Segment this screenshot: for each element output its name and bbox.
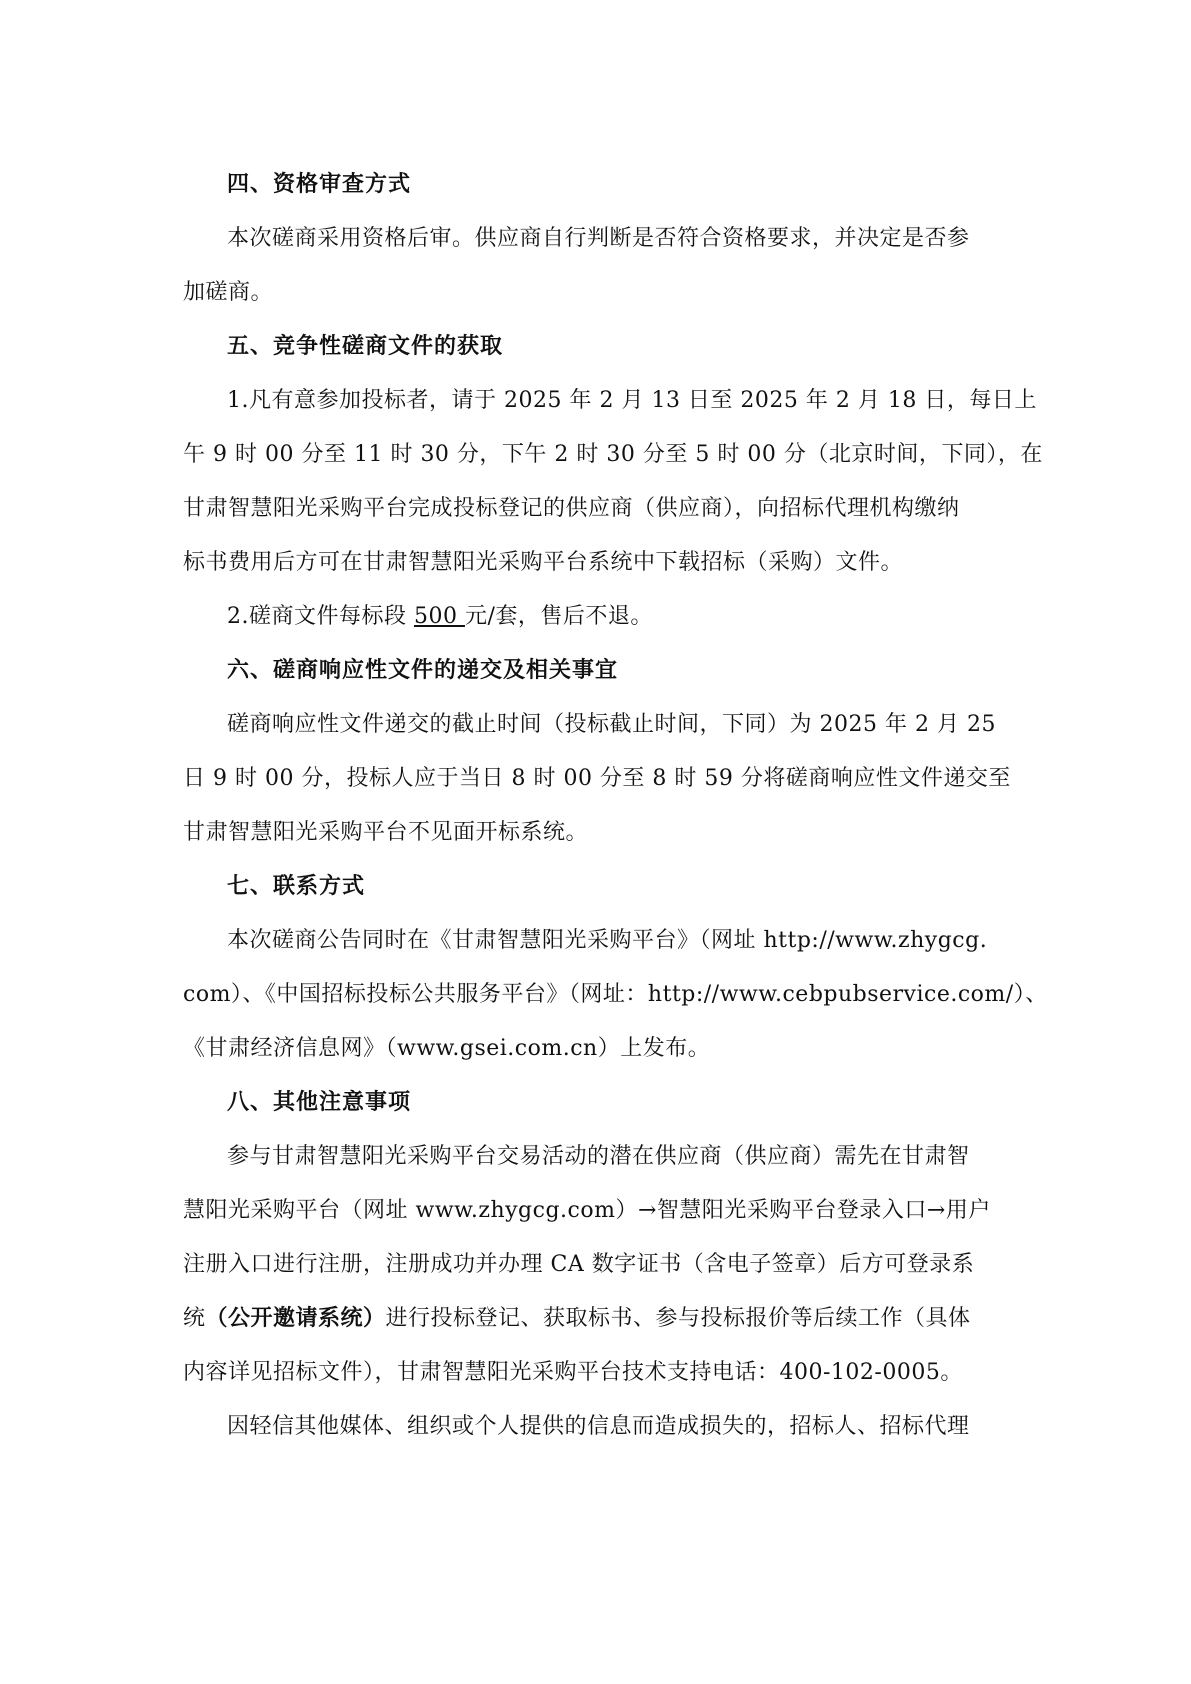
text-line: 甘肃智慧阳光采购平台不见面开标系统。	[183, 820, 589, 845]
text-line: 标书费用后方可在甘肃智慧阳光采购平台系统中下载招标（采购）文件。	[183, 550, 904, 575]
section-4-paragraph	[183, 212, 1013, 320]
text-line: 因轻信其他媒体、组织或个人提供的信息而造成损失的，招标人、招标代理	[227, 1414, 970, 1439]
text-line: 本次磋商采用资格后审。供应商自行判断是否符合资格要求，并决定是否参	[227, 226, 970, 251]
text-line: 《甘肃经济信息网》（www.gsei.com.cn）上发布。	[183, 1036, 711, 1061]
fee-label: 2.磋商文件每标段	[227, 604, 414, 629]
text-line: 午 9 时 00 分至 11 时 30 分，下午 2 时 30 分至 5 时 00 分（北京时间，下同），在	[183, 442, 1043, 467]
section-8-paragraph-1	[183, 1130, 1013, 1400]
fee-unit: 元/套，售后不退。	[464, 604, 653, 629]
section-8-paragraph-2	[183, 1400, 1013, 1454]
section-7-heading: 七、联系方式	[227, 874, 366, 899]
text-line: 注册入口进行注册，注册成功并办理 CA 数字证书（含电子签章）后方可登录系	[183, 1252, 975, 1277]
text-line: 本次磋商公告同时在《甘肃智慧阳光采购平台》（网址 http://www.zhygcg.	[227, 928, 988, 953]
text-fragment: 进行投标登记、获取标书、参与投标报价等后续工作（具体	[385, 1306, 971, 1331]
text-line: 1.凡有意参加投标者，请于 2025 年 2 月 13 日至 2025 年 2 月 18 日，每日上	[227, 388, 1037, 413]
text-line: 加磋商。	[183, 280, 274, 305]
system-name-bold: （公开邀请系统）	[205, 1306, 386, 1331]
section-6-heading: 六、磋商响应性文件的递交及相关事宜	[227, 658, 619, 683]
text-line: 磋商响应性文件递交的截止时间（投标截止时间，下同）为 2025 年 2 月 25	[227, 712, 996, 737]
document-body	[183, 158, 1048, 1454]
text-line: 内容详见招标文件），甘肃智慧阳光采购平台技术支持电话：400-102-0005。	[183, 1360, 963, 1385]
text-line: 参与甘肃智慧阳光采购平台交易活动的潜在供应商（供应商）需先在甘肃智	[227, 1144, 970, 1169]
text-line: 甘肃智慧阳光采购平台完成投标登记的供应商（供应商），向招标代理机构缴纳	[183, 496, 960, 521]
section-8-heading: 八、其他注意事项	[227, 1090, 412, 1115]
section-5-heading: 五、竞争性磋商文件的获取	[227, 334, 504, 359]
section-4-heading: 四、资格审查方式	[227, 172, 412, 197]
text-line	[183, 1292, 1013, 1346]
text-line: 日 9 时 00 分，投标人应于当日 8 时 00 分至 8 时 59 分将磋商响应性文件递交至	[183, 766, 1011, 791]
section-5-paragraph-1	[183, 374, 1043, 590]
section-7-paragraph	[183, 914, 1048, 1076]
section-6-paragraph	[183, 698, 1013, 860]
fee-amount: 500	[413, 604, 465, 629]
text-line: 慧阳光采购平台（网址 www.zhygcg.com）→智慧阳光采购平台登录入口→用户	[183, 1198, 991, 1223]
text-line: com）、《中国招标投标公共服务平台》（网址：http://www.cebpubservice.com/）、	[183, 982, 1048, 1007]
text-fragment: 统	[183, 1306, 206, 1331]
section-5-paragraph-2	[183, 590, 1013, 644]
text-line	[183, 590, 1013, 644]
